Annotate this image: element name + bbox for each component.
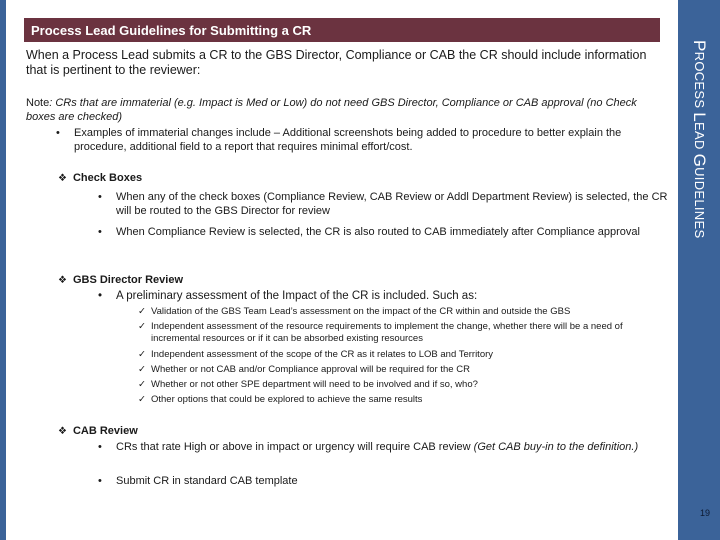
bullet-icon: • xyxy=(98,226,102,238)
check-item: ✓ Validation of the GBS Team Lead’s assessment on the impact of the CR within and outside the GBS xyxy=(138,306,571,317)
list-item: • CRs that rate High or above in impact or urgency will require CAB review (Get CAB buy-in to the definition.) xyxy=(98,441,639,453)
checkmark-icon: ✓ xyxy=(138,349,146,360)
list-item: • A preliminary assessment of the Impact of the CR is included. Such as: xyxy=(98,290,478,302)
page-number: 19 xyxy=(700,508,711,518)
section-heading-check-boxes: ❖ Check Boxes xyxy=(58,172,143,184)
section-heading-gbs-director-review: ❖ GBS Director Review xyxy=(58,274,184,286)
checkmark-icon: ✓ xyxy=(138,394,146,405)
note-text: Note: CRs that are immaterial (e.g. Impact is Med or Low) do not need GBS Director, Compliance or CAB approval (no Check boxes are checked) xyxy=(26,97,637,123)
diamond-bullet-icon: ❖ xyxy=(58,275,67,286)
check-item: ✓ Whether or not other SPE department will need to be involved and if so, who? xyxy=(138,379,478,390)
note-bullet: • Examples of immaterial changes include – Additional screenshots being added to procedure to better explain the procedure, additional field to a report that requires minimal effort/cost. xyxy=(56,127,622,153)
bullet-icon: • xyxy=(98,441,102,453)
checkmark-icon: ✓ xyxy=(138,306,146,317)
list-item: • When Compliance Review is selected, the CR is also routed to CAB immediately after Compliance approval xyxy=(98,226,640,238)
bullet-icon: • xyxy=(56,127,60,139)
side-title: PROCESS LEAD GUIDELINES xyxy=(690,39,709,239)
bullet-icon: • xyxy=(98,290,103,302)
slide-title: Process Lead Guidelines for Submitting a CR xyxy=(24,18,660,42)
check-item: ✓ Other options that could be explored to achieve the same results xyxy=(138,394,423,405)
left-accent-bar xyxy=(0,0,6,540)
check-item: ✓ Independent assessment of the scope of the CR as it relates to LOB and Territory xyxy=(138,349,494,360)
checkmark-icon: ✓ xyxy=(138,321,146,332)
diamond-bullet-icon: ❖ xyxy=(58,173,67,184)
checkmark-icon: ✓ xyxy=(138,364,146,375)
checkmark-icon: ✓ xyxy=(138,379,146,390)
intro-text: When a Process Lead submits a CR to the GBS Director, Compliance or CAB the CR should include information that is pertinent to the reviewer: xyxy=(26,48,647,77)
bullet-icon: • xyxy=(98,191,102,203)
check-item: ✓ Whether or not CAB and/or Compliance approval will be required for the CR xyxy=(138,364,470,375)
list-item: • Submit CR in standard CAB template xyxy=(98,475,298,487)
list-item: • When any of the check boxes (Compliance Review, CAB Review or Addl Department Review) is selected, the CR will be routed to the GBS Director for review xyxy=(98,191,668,217)
bullet-icon: • xyxy=(98,475,102,487)
section-heading-cab-review: ❖ CAB Review xyxy=(58,425,138,437)
check-item: ✓ Independent assessment of the resource requirements to implement the change, whether there will be a need of incremental resources or if it can be absorbed existing resources xyxy=(138,321,623,345)
diamond-bullet-icon: ❖ xyxy=(58,426,67,437)
